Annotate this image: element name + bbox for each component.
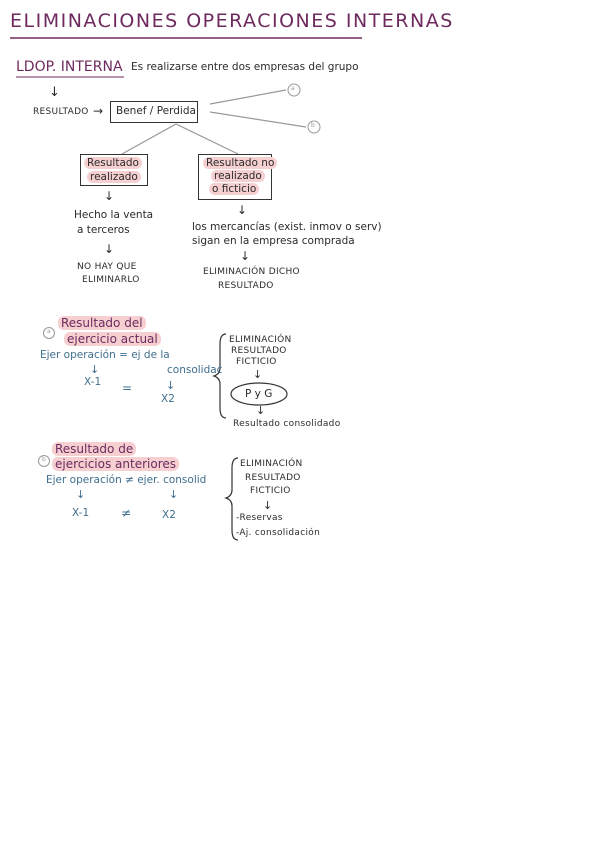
- section3-brace-1: ELIMINACIÓN: [240, 459, 303, 469]
- section2-brace-3: FICTICIO: [236, 357, 277, 367]
- arrow-icon: ↓: [90, 363, 100, 376]
- arrow-icon: ↓: [253, 368, 263, 381]
- section2-consolidac: consolidac: [167, 364, 223, 376]
- section2-x2: X2: [161, 393, 175, 405]
- right-box-line-3: o ficticio: [209, 183, 259, 195]
- arrow-right-icon: →: [93, 104, 104, 118]
- section3-list-2: -Aj. consolidación: [236, 528, 321, 538]
- section3-brace-2: RESULTADO: [245, 473, 301, 483]
- section2-brace-1: ELIMINACIÓN: [229, 335, 292, 345]
- circle-a-label: a: [291, 85, 295, 92]
- section2-heading-2: ejercicio actual: [64, 332, 161, 346]
- page-title: ELIMINACIONES OPERACIONES INTERNAS: [10, 10, 454, 32]
- arrow-icon: ↓: [166, 379, 176, 392]
- left-text-1: Hecho la venta: [74, 209, 154, 221]
- section2-marker: a: [47, 328, 51, 335]
- section3-x2: X2: [162, 509, 176, 521]
- section2-equation: Ejer operación = ej de la: [40, 349, 170, 361]
- section3-brace-3: FICTICIO: [250, 486, 291, 496]
- resultado-realizado-box: [80, 154, 148, 186]
- section3-x1: X-1: [72, 507, 90, 519]
- arrow-icon: ↓: [237, 203, 248, 217]
- section3-equation: Ejer operación ≠ ejer. consolid: [46, 474, 207, 486]
- arrow-icon: ↓: [240, 249, 251, 263]
- resultado-consolidado: Resultado consolidado: [233, 419, 341, 429]
- section1-heading: LDOP. INTERNA: [16, 59, 123, 75]
- section3-heading-2: ejercicios anteriores: [52, 457, 179, 471]
- section3-heading-1: Resultado de: [52, 442, 136, 456]
- right-end-2: RESULTADO: [218, 281, 274, 291]
- circle-b-label: b: [311, 122, 315, 129]
- resultado-no-realizado-box: [198, 154, 275, 200]
- right-text-1: los mercancías (exist. inmov o serv): [192, 221, 382, 233]
- right-box-line-1: Resultado no: [203, 157, 277, 169]
- left-box-line-2: realizado: [87, 171, 141, 183]
- right-end-1: ELIMINACIÓN DICHO: [203, 267, 300, 277]
- left-end-2: ELIMINARLO: [82, 275, 140, 285]
- left-text-2: a terceros: [77, 224, 130, 236]
- right-text-2: sigan en la empresa comprada: [192, 235, 355, 247]
- left-box-line-1: Resultado: [84, 157, 142, 169]
- section2-equals: =: [122, 381, 133, 395]
- section2-heading-1: Resultado del: [58, 316, 146, 330]
- section3-marker: b: [42, 456, 46, 463]
- left-end-1: NO HAY QUE: [77, 262, 137, 272]
- resultado-label: RESULTADO: [33, 107, 89, 117]
- pyg-label: P y G: [245, 388, 273, 400]
- arrow-icon: ↓: [169, 488, 179, 501]
- arrow-icon: ↓: [263, 499, 273, 512]
- arrow-icon: ↓: [104, 242, 115, 256]
- arrow-icon: ↓: [104, 189, 115, 203]
- section3-list-1: -Reservas: [236, 513, 283, 523]
- section2-x1: X-1: [84, 376, 102, 388]
- benef-perdida-label: Benef / Perdida: [116, 105, 196, 117]
- right-box-line-2: realizado: [211, 170, 265, 182]
- section1-heading-note: Es realizarse entre dos empresas del grupo: [131, 61, 359, 73]
- section2-brace-2: RESULTADO: [231, 346, 287, 356]
- benef-perdida-box: [110, 101, 198, 123]
- arrow-icon: ↓: [76, 488, 86, 501]
- arrow-icon: ↓: [256, 404, 266, 417]
- section3-neq: ≠: [121, 506, 132, 520]
- arrow-icon: ↓: [49, 85, 60, 100]
